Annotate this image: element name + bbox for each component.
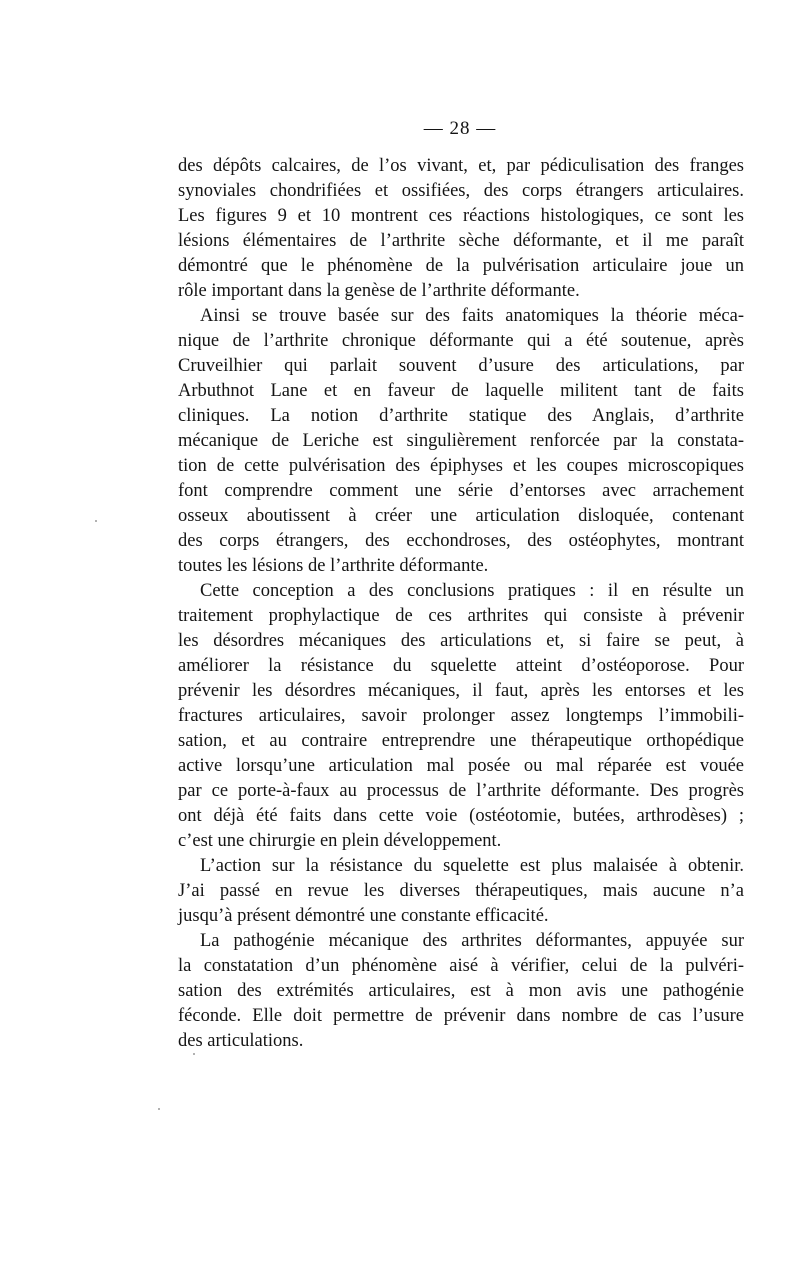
text-line: Arbuthnot Lane et en faveur de laquelle militent tant de faits [178,381,744,401]
text-line: La pathogénie mécanique des arthrites déformantes, appuyée sur [200,931,744,951]
text-line: fractures articulaires, savoir prolonger assez longtemps l’immobili- [178,706,744,726]
text-line: ont déjà été faits dans cette voie (ostéotomie, butées, arthrodèses) ; [178,806,744,826]
text-line: des dépôts calcaires, de l’os vivant, et, par pédiculisation des franges [178,156,744,176]
text-line: la constatation d’un phénomène aisé à vérifier, celui de la pulvéri- [178,956,744,976]
text-line: J’ai passé en revue les diverses thérapeutiques, mais aucune n’a [178,881,744,901]
text-line: L’action sur la résistance du squelette est plus malaisée à obtenir. [200,856,744,876]
text-line: prévenir les désordres mécaniques, il faut, après les entorses et les [178,681,744,701]
text-line: active lorsqu’une articulation mal posée ou mal réparée est vouée [178,756,744,776]
text-line: osseux aboutissent à créer une articulation disloquée, contenant [178,506,744,526]
text-line: les désordres mécaniques des articulations et, si faire se peut, à [178,631,744,651]
text-line: des corps étrangers, des ecchondroses, des ostéophytes, montrant [178,531,744,551]
text-line: tion de cette pulvérisation des épiphyses et les coupes microscopiques [178,456,744,476]
text-line: par ce porte-à-faux au processus de l’arthrite déformante. Des progrès [178,781,744,801]
text-line: lésions élémentaires de l’arthrite sèche déformante, et il me paraît [178,231,744,251]
text-line: Les figures 9 et 10 montrent ces réactions histologiques, ce sont les [178,206,744,226]
body-text [178,154,744,1054]
text-line: Ainsi se trouve basée sur des faits anatomiques la théorie méca- [200,306,744,326]
paragraph-4 [178,854,744,929]
scan-speck [158,1108,160,1110]
text-line: mécanique de Leriche est singulièrement renforcée par la constata- [178,431,744,451]
text-line: nique de l’arthrite chronique déformante qui a été soutenue, après [178,331,744,351]
text-line: font comprendre comment une série d’entorses avec arrachement [178,481,744,501]
text-line: des articulations. [178,1031,304,1051]
text-line: c’est une chirurgie en plein développement. [178,831,502,851]
text-line: cliniques. La notion d’arthrite statique des Anglais, d’arthrite [178,406,744,426]
text-line: féconde. Elle doit permettre de prévenir dans nombre de cas l’usure [178,1006,744,1026]
paragraph-5 [178,929,744,1054]
text-line: sation, et au contraire entreprendre une thérapeutique orthopédique [178,731,744,751]
text-line: traitement prophylactique de ces arthrites qui consiste à prévenir [178,606,744,626]
text-line: démontré que le phénomène de la pulvérisation articulaire joue un [178,256,744,276]
paragraph-3 [178,579,744,854]
page-number: — 28 — [423,118,497,139]
text-line: rôle important dans la genèse de l’arthrite déformante. [178,281,580,301]
paragraph-1 [178,154,744,304]
paragraph-2 [178,304,744,579]
scan-speck [95,520,97,522]
text-line: sation des extrémités articulaires, est à mon avis une pathogénie [178,981,744,1001]
text-line: Cette conception a des conclusions pratiques : il en résulte un [200,581,744,601]
scan-speck [193,1053,195,1055]
text-line: toutes les lésions de l’arthrite déformante. [178,556,489,576]
text-line: jusqu’à présent démontré une constante efficacité. [178,906,549,926]
text-line: synoviales chondrifiées et ossifiées, des corps étrangers articulaires. [178,181,744,201]
text-line: Cruveilhier qui parlait souvent d’usure des articulations, par [178,356,744,376]
text-line: améliorer la résistance du squelette atteint d’ostéoporose. Pour [178,656,744,676]
